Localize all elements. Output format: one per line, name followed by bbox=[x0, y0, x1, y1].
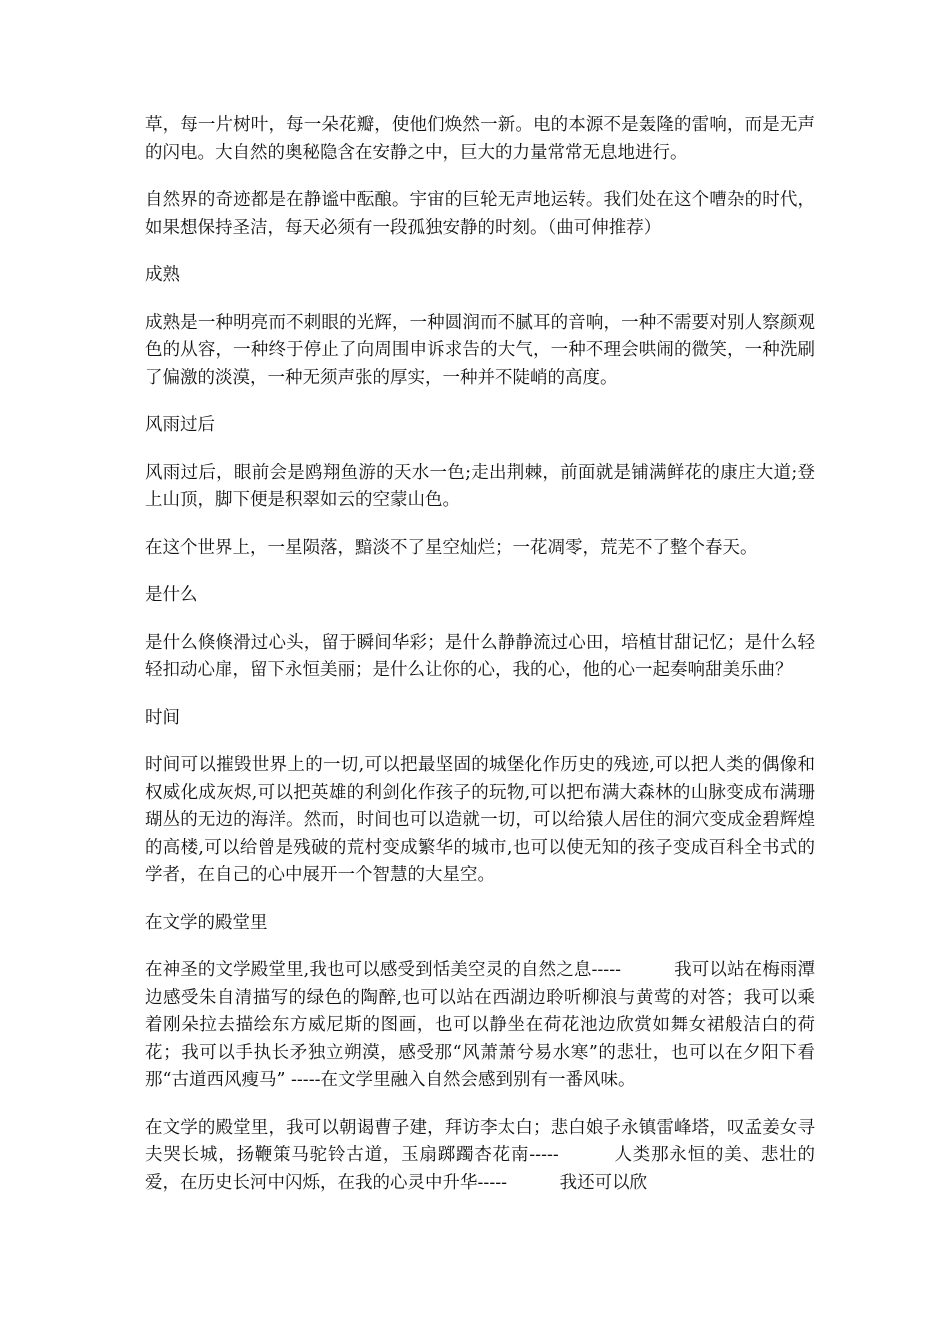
document-page bbox=[145, 112, 815, 1217]
body-paragraph: 草，每一片树叶，每一朵花瓣，使他们焕然一新。电的本源不是轰隆的雷响，而是无声的闪电。大自然的奥秘隐含在安静之中，巨大的力量常常无息地进行。 bbox=[145, 115, 815, 163]
body-paragraph: 在这个世界上，一星陨落，黯淡不了星空灿烂；一花凋零，荒芜不了整个春天。 bbox=[145, 537, 758, 558]
body-paragraph: 自然界的奇迹都是在静谧中酝酿。宇宙的巨轮无声地运转。我们处在这个嘈杂的时代，如果想保持圣洁，每天必须有一段孤独安静的时刻。（曲可伸推荐） bbox=[145, 190, 815, 238]
section-heading: 在文学的殿堂里 bbox=[145, 912, 268, 933]
section-heading: 是什么 bbox=[145, 585, 198, 605]
body-paragraph: 成熟是一种明亮而不刺眼的光辉，一种圆润而不腻耳的音响，一种不需要对别人察颜观色的从容，一种终于停止了向周围申诉求告的大气，一种不理会哄闹的微笑，一种洗刷了偏激的淡漠，一种无须声张的厚实，一种并不陡峭的高度。 bbox=[145, 312, 815, 388]
section-heading: 成熟 bbox=[145, 265, 180, 285]
body-paragraph: 时间可以摧毁世界上的一切,可以把最坚固的城堡化作历史的残迹,可以把人类的偶像和权威化成灰烬,可以把英雄的利剑化作孩子的玩物,可以把布满大森林的山脉变成布满珊瑚丛的无边的海洋。然而，时间也可以造就一切，可以给猿人居住的洞穴变成金碧辉煌的高楼,可以给曾是残破的荒村变成繁华的城市,也可以使无知的孩子变成百科全书式的学者，在自己的心中展开一个智慧的大星空。 bbox=[145, 755, 815, 885]
body-paragraph: 在神圣的文学殿堂里,我也可以感受到恬美空灵的自然之息----- 我可以站在梅雨潭边感受朱自清描写的绿色的陶醉,也可以站在西湖边聆听柳浪与黄莺的对答；我可以乘着刚朵拉去描绘东方威尼斯的图画，也可以静坐在荷花池边欣赏如舞女裙般洁白的荷花；我可以手执长矛独立朔漠，感受那“风萧萧兮易水寒”的悲壮，也可以在夕阳下看那“古道西风瘦马” -----在文学里融入自然会感到别有一番风味。 bbox=[145, 960, 815, 1090]
body-paragraph: 在文学的殿堂里，我可以朝谒曹子建，拜访李太白；悲白娘子永镇雷峰塔，叹孟姜女寻夫哭长城，扬鞭策马驼铃古道，玉扇踯躅杏花南----- 人类那永恒的美、悲壮的爱，在历史长河中闪烁，在我的心灵中升华----- 我还可以欣 bbox=[145, 1117, 815, 1193]
section-heading: 时间 bbox=[145, 707, 180, 728]
body-paragraph: 风雨过后，眼前会是鸥翔鱼游的天水一色;走出荆棘，前面就是铺满鲜花的康庄大道;登上山顶，脚下便是积翠如云的空蒙山色。 bbox=[145, 462, 815, 510]
body-paragraph: 是什么倏倏滑过心头，留于瞬间华彩；是什么静静流过心田，培植甘甜记忆；是什么轻轻扣动心扉，留下永恒美丽；是什么让你的心，我的心，他的心一起奏响甜美乐曲？ bbox=[145, 632, 815, 680]
section-heading: 风雨过后 bbox=[145, 415, 215, 435]
